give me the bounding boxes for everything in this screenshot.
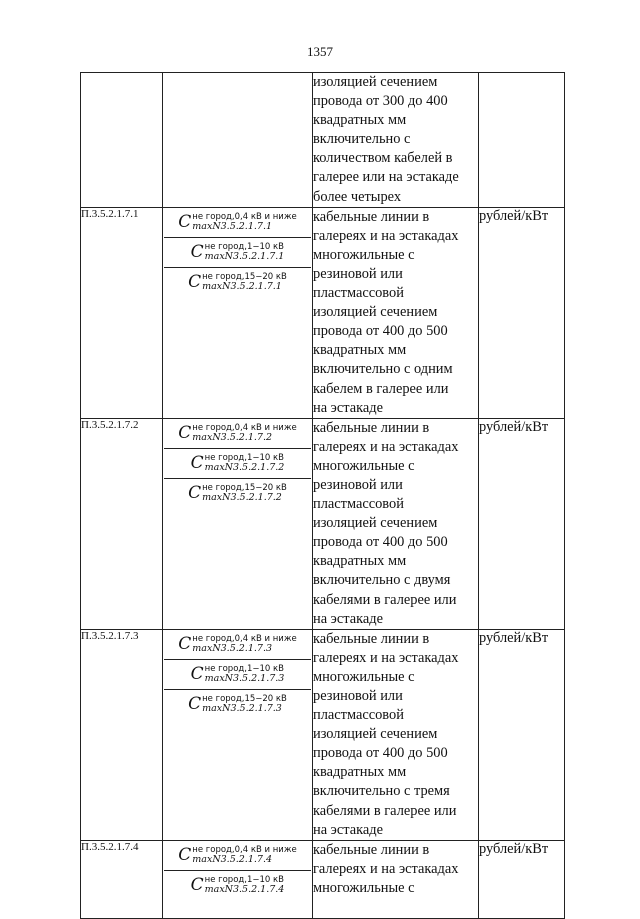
formula-column-cell	[163, 840, 313, 918]
formula-subscript: maxN3.5.2.1.7.3	[192, 642, 273, 654]
continuation-row	[81, 73, 565, 208]
formula-symbol: C	[188, 694, 202, 715]
formula-cell	[163, 73, 313, 208]
description-line: квадратных мм	[313, 553, 407, 570]
formula-subcell	[164, 871, 311, 901]
formula-superscript: не город,1−10 кВ	[204, 663, 284, 674]
formula-superscript: не город,0,4 кВ и ниже	[192, 422, 297, 433]
description-line: многожильные с	[313, 246, 415, 263]
description-cell	[313, 840, 479, 918]
formula-indices	[202, 273, 287, 292]
description-line: галереях и на эстакадах	[313, 227, 459, 244]
description-line: многожильные с	[313, 668, 415, 685]
table-row	[81, 629, 565, 840]
description-line: включительно с	[313, 131, 411, 148]
description-line: резиновой или	[313, 265, 403, 282]
formula-subcell	[164, 449, 311, 479]
description-line: на эстакаде	[313, 610, 383, 627]
formula-indices	[192, 846, 296, 865]
description-line: кабельные линии в	[313, 841, 430, 858]
unit-cell: рублей/кВт	[479, 629, 565, 840]
description-line: галереях и на эстакадах	[313, 438, 459, 455]
formula	[188, 484, 287, 503]
description-cell	[313, 207, 479, 418]
description-line: провода от 400 до 500	[313, 323, 448, 340]
description-line: резиновой или	[313, 688, 403, 704]
formula-subscript: maxN3.5.2.1.7.4	[192, 853, 273, 865]
description-line: изоляцией сечением	[313, 304, 438, 321]
formula-superscript: не город,0,4 кВ и ниже	[192, 844, 297, 855]
table-row	[81, 207, 565, 418]
description-line: кабельные линии в	[313, 419, 430, 436]
formula-subscript: maxN3.5.2.1.7.1	[202, 281, 282, 293]
description-line: включительно с одним	[313, 361, 453, 378]
tariff-table	[80, 72, 565, 919]
description-line: квадратных мм	[313, 342, 407, 359]
formula-superscript: не город,15−20 кВ	[202, 694, 287, 705]
formula	[178, 424, 296, 443]
description-line: более четырех	[313, 188, 402, 205]
formula-subcell	[164, 841, 311, 871]
description-line: резиновой или	[313, 476, 403, 493]
description-line: галерее или на эстакаде	[313, 169, 459, 186]
formula-subcell	[164, 479, 311, 509]
description-line: на эстакаде	[313, 399, 383, 416]
description-line: галереях и на эстакадах	[313, 860, 459, 877]
description-line: многожильные с	[313, 457, 415, 474]
formula	[178, 846, 296, 865]
formula-indices	[202, 695, 287, 714]
formula-subcell	[164, 660, 311, 690]
formula-symbol: C	[178, 844, 192, 865]
formula-subcell	[164, 208, 311, 238]
description-cell	[313, 73, 479, 208]
description-cell	[313, 629, 479, 840]
formula-symbol: C	[188, 483, 202, 504]
description-line: провода от 300 до 400	[313, 93, 448, 110]
description-line: кабелями в галерее или	[313, 802, 457, 819]
code-cell: П.3.5.2.1.7.3	[81, 629, 163, 840]
formula-column-cell	[163, 207, 313, 418]
formula-symbol: C	[190, 663, 204, 684]
description-line: галереях и на эстакадах	[313, 649, 459, 666]
description-line: пластмассовой	[313, 707, 404, 724]
formula	[191, 454, 285, 473]
formula-column-cell	[163, 629, 313, 840]
description-line: квадратных мм	[313, 764, 407, 781]
formula-indices	[205, 454, 285, 473]
description-line: квадратных мм	[313, 112, 407, 129]
code-cell: П.3.5.2.1.7.2	[81, 418, 163, 629]
description-line: на эстакаде	[313, 821, 383, 838]
unit-cell: рублей/кВт	[479, 840, 565, 918]
formula-symbol: C	[190, 452, 204, 473]
table-row	[81, 840, 565, 918]
formula	[178, 635, 296, 654]
formula-subscript: maxN3.5.2.1.7.2	[192, 431, 273, 443]
description-line: количеством кабелей в	[313, 150, 453, 167]
description-line: изоляцией сечением	[313, 726, 438, 743]
description-line: пластмассовой	[313, 285, 404, 302]
description-line: кабельные линии в	[313, 208, 430, 225]
formula	[191, 665, 285, 684]
description-line: изоляцией сечением	[313, 515, 438, 532]
table-row	[81, 418, 565, 629]
formula-subscript: maxN3.5.2.1.7.3	[202, 703, 282, 715]
formula-superscript: не город,1−10 кВ	[204, 452, 284, 463]
description-line: провода от 400 до 500	[313, 745, 448, 762]
description-line: изоляцией сечением	[313, 74, 438, 90]
formula-superscript: не город,15−20 кВ	[202, 483, 287, 494]
formula-indices	[192, 635, 296, 654]
formula-symbol: C	[178, 211, 192, 232]
formula-indices	[205, 665, 285, 684]
description-line: пластмассовой	[313, 496, 404, 513]
page-number: 1357	[307, 44, 333, 59]
formula	[188, 695, 287, 714]
formula-symbol: C	[188, 272, 202, 293]
formula-column-cell	[163, 418, 313, 629]
formula	[191, 243, 285, 262]
formula-subscript: maxN3.5.2.1.7.2	[204, 461, 285, 473]
description-line: провода от 400 до 500	[313, 534, 448, 551]
formula-subscript: maxN3.5.2.1.7.2	[202, 492, 282, 504]
formula-symbol: C	[190, 241, 204, 262]
formula-subcell	[164, 630, 311, 660]
formula	[178, 213, 296, 232]
description-line: кабельные линии в	[313, 630, 430, 647]
formula-subscript: maxN3.5.2.1.7.1	[192, 220, 273, 232]
code-cell: П.3.5.2.1.7.4	[81, 840, 163, 918]
formula-indices	[202, 484, 287, 503]
formula-symbol: C	[178, 633, 192, 654]
unit-cell: рублей/кВт	[479, 418, 565, 629]
description-line: кабелями в галерее или	[313, 591, 457, 608]
formula-indices	[205, 876, 285, 895]
formula-superscript: не город,0,4 кВ и ниже	[192, 211, 297, 222]
formula-symbol: C	[178, 422, 192, 443]
formula	[188, 273, 287, 292]
description-line: включительно с двумя	[313, 572, 451, 589]
formula-indices	[205, 243, 285, 262]
formula-indices	[192, 213, 296, 232]
unit-cell: рублей/кВт	[479, 207, 565, 418]
formula-subscript: maxN3.5.2.1.7.4	[204, 884, 285, 896]
formula	[191, 876, 285, 895]
formula-subcell	[164, 419, 311, 449]
code-cell: П.3.5.2.1.7.1	[81, 207, 163, 418]
description-line: включительно с тремя	[313, 783, 450, 800]
formula-superscript: не город,15−20 кВ	[202, 272, 287, 283]
formula-subscript: maxN3.5.2.1.7.1	[204, 250, 285, 262]
formula-superscript: не город,1−10 кВ	[204, 875, 284, 886]
formula-subscript: maxN3.5.2.1.7.3	[204, 672, 285, 684]
formula-indices	[192, 424, 296, 443]
formula-superscript: не город,0,4 кВ и ниже	[192, 633, 297, 644]
formula-subcell	[164, 690, 311, 720]
description-line: кабелем в галерее или	[313, 380, 449, 397]
unit-cell	[479, 73, 565, 208]
formula-symbol: C	[190, 875, 204, 896]
description-cell	[313, 418, 479, 629]
formula-subcell	[164, 268, 311, 298]
formula-subcell	[164, 238, 311, 268]
description-line: многожильные с	[313, 879, 415, 896]
formula-superscript: не город,1−10 кВ	[204, 241, 284, 252]
code-cell	[81, 73, 163, 208]
